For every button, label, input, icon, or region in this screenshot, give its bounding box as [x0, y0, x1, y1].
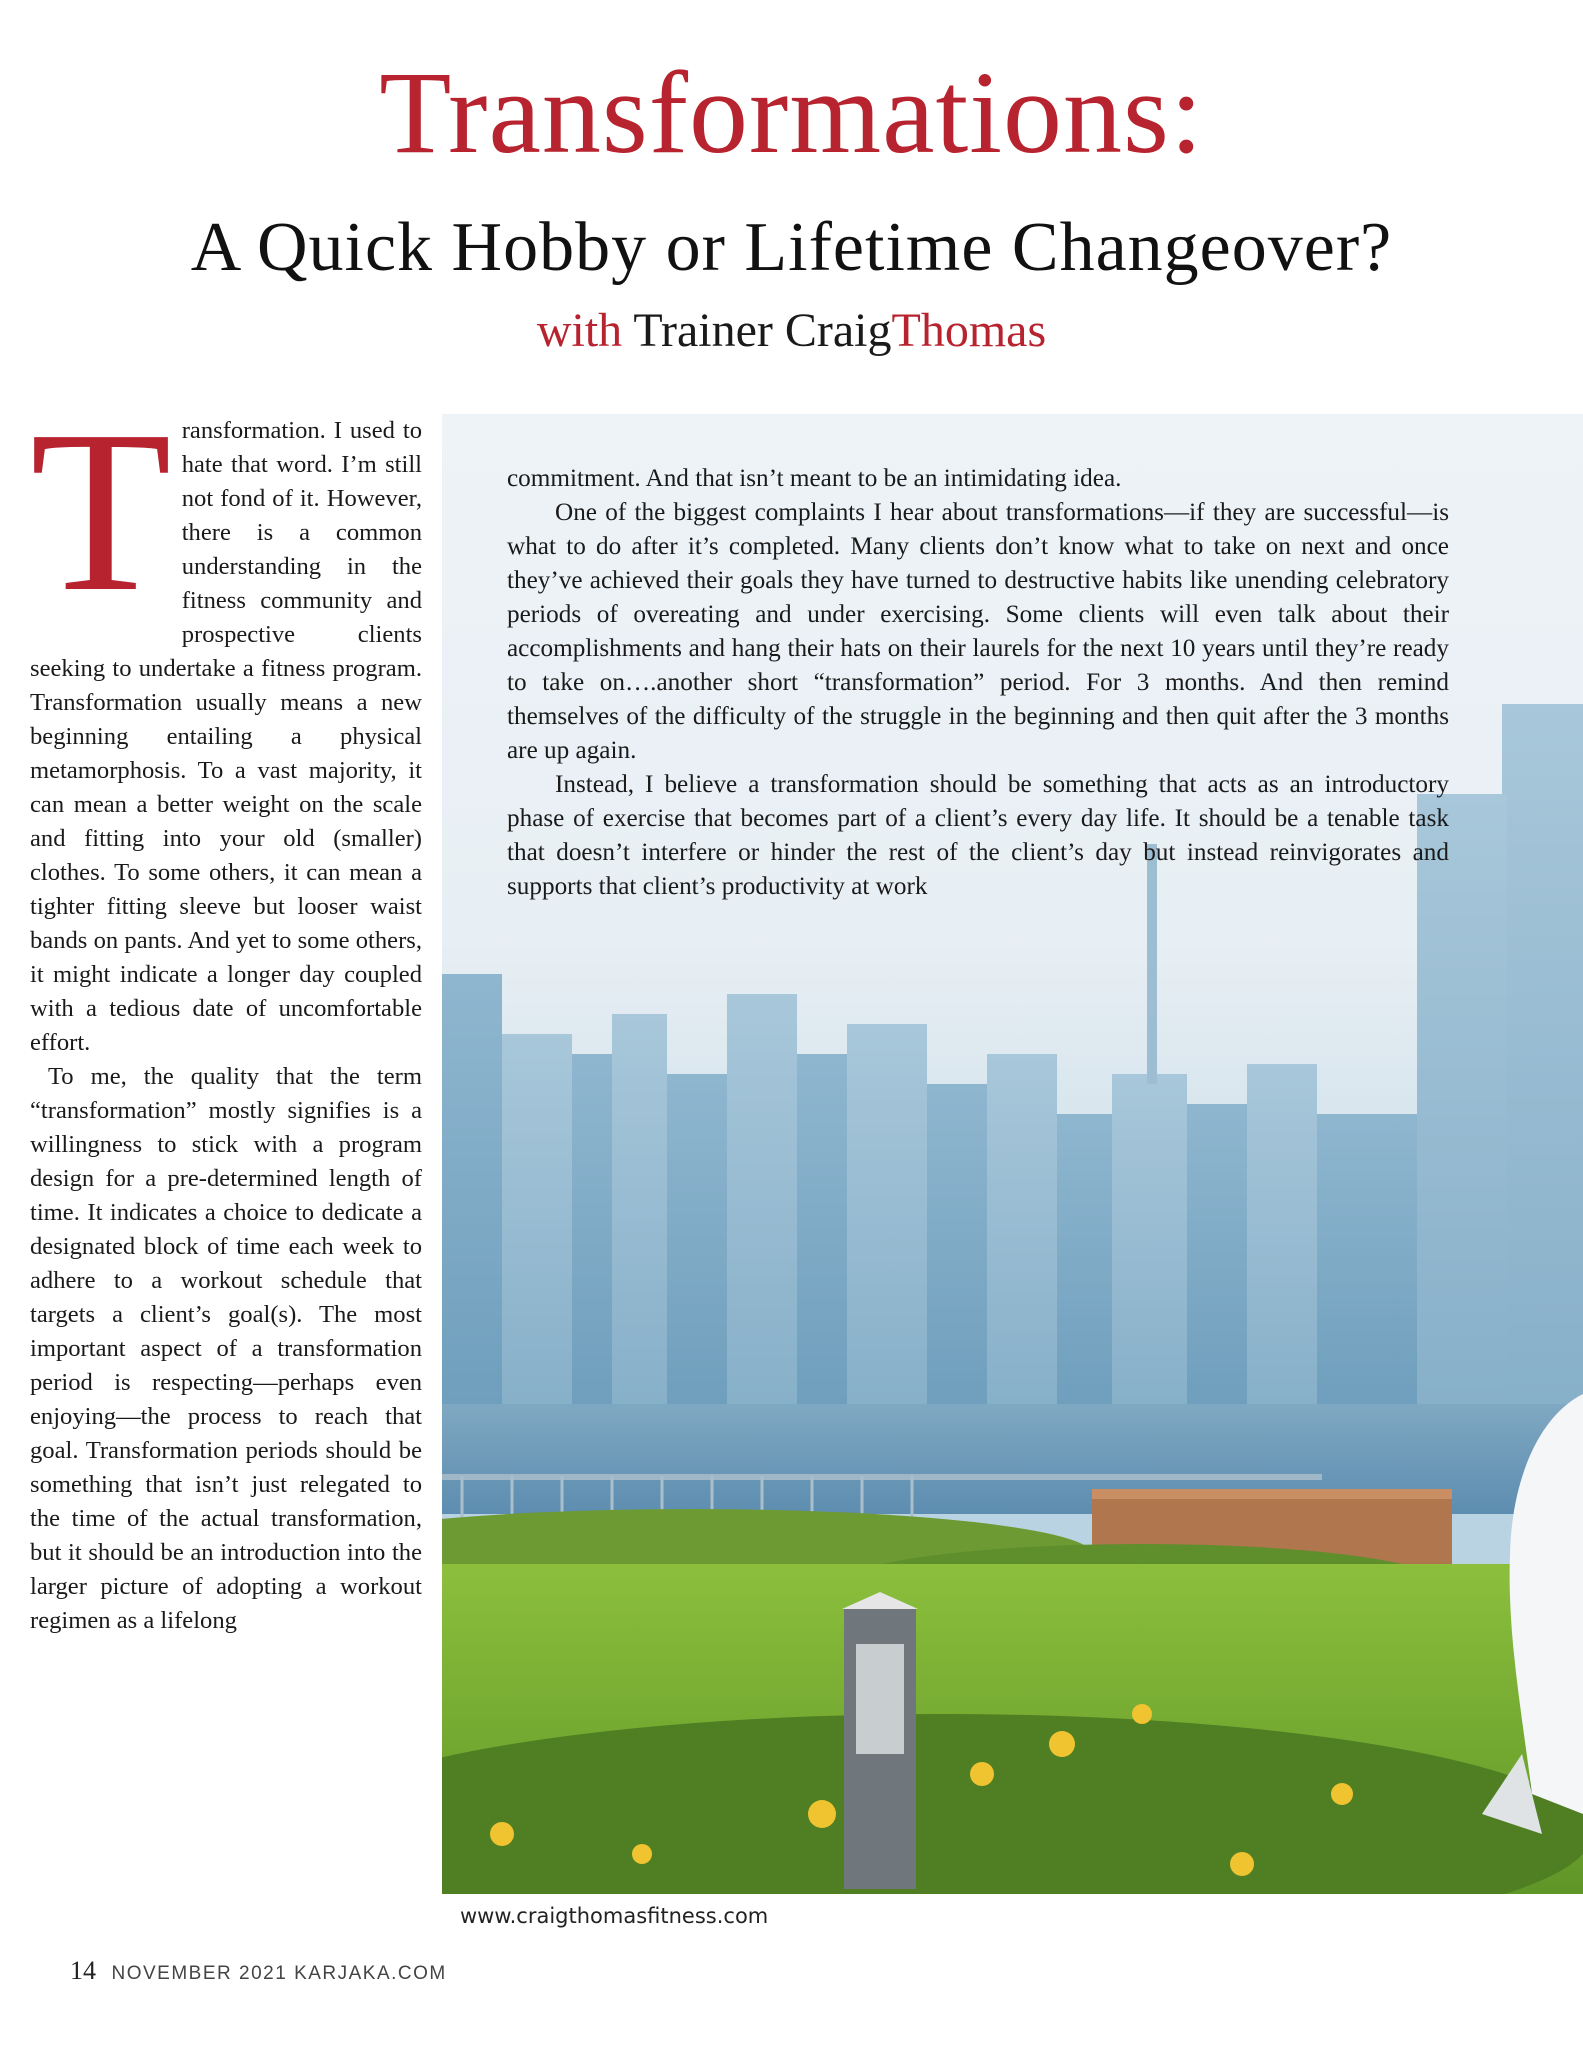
- paragraph: Instead, I believe a transformation should be something that acts as an introductory phase of exercise that becomes part of a client’s every day life. It should be a tenable task that doesn’t interfere or hinder the rest of the client’s day but instead reinvigorates and supports that client’s productivity at work: [507, 771, 1449, 900]
- byline-last: Thomas: [891, 304, 1047, 357]
- paragraph: ransformation. I used to hate that word. I’m still not fond of it. However, there is a common understanding in the fitness community and prospective clients seeking to undertake a fitness program. Transformation usually means a new beginning entailing a physical metamorphosis. To a vast majority, it can mean a better weight on the scale and fitting into your old (smaller) clothes. To some others, it can mean a tighter fitting sleeve but looser waist bands on pants. And yet to some others, it might indicate a longer day coupled with a tedious date of uncomfortable effort.: [30, 417, 422, 1056]
- left-text-column: [30, 383, 422, 1638]
- page-footer: [70, 1956, 447, 1986]
- byline: [0, 302, 1583, 360]
- paragraph: One of the biggest complaints I hear about transformations—if they are successful—is what to do after it’s completed. Many clients don’t know what to take on next and once they’ve achieved their goals they have turned to destructive habits like unending celebratory periods of overeating and under exercising. Some clients will even talk about their accomplishments and hang their hats on their laurels for the next 10 years until they’re ready to take on….another short “transformation” period. For 3 months. And then remind themselves of the difficulty of the struggle in the beginning and then quit after the 3 months are up again.: [507, 499, 1449, 764]
- article-subtitle: A Quick Hobby or Lifetime Changeover?: [190, 209, 1393, 286]
- article-title: Transformations:: [379, 47, 1204, 178]
- byline-with: with: [536, 304, 623, 357]
- paragraph: commitment. And that isn’t meant to be an intimidating idea.: [507, 465, 1122, 492]
- byline-name: Trainer Craig: [633, 304, 892, 357]
- drop-cap: T: [30, 383, 172, 640]
- page-number: 14: [70, 1956, 96, 1985]
- website-caption[interactable]: www.craigthomasfitness.com: [460, 1904, 769, 1928]
- right-text-column: [507, 462, 1449, 904]
- paragraph: To me, the quality that the term “transformation” mostly signifies is a willingness to stick with a program design for a pre-determined length of time. It indicates a choice to dedicate a designated block of time each week to adhere to a workout schedule that targets a client’s goal(s). The most important aspect of a transformation period is respecting—perhaps even enjoying—the process to reach that goal. Transformation periods should be something that isn’t just relegated to the time of the actual transformation, but it should be an introduction into the larger picture of adopting a workout regimen as a lifelong: [30, 1063, 422, 1634]
- issue-info: NOVEMBER 2021 KARJAKA.COM: [111, 1963, 447, 1984]
